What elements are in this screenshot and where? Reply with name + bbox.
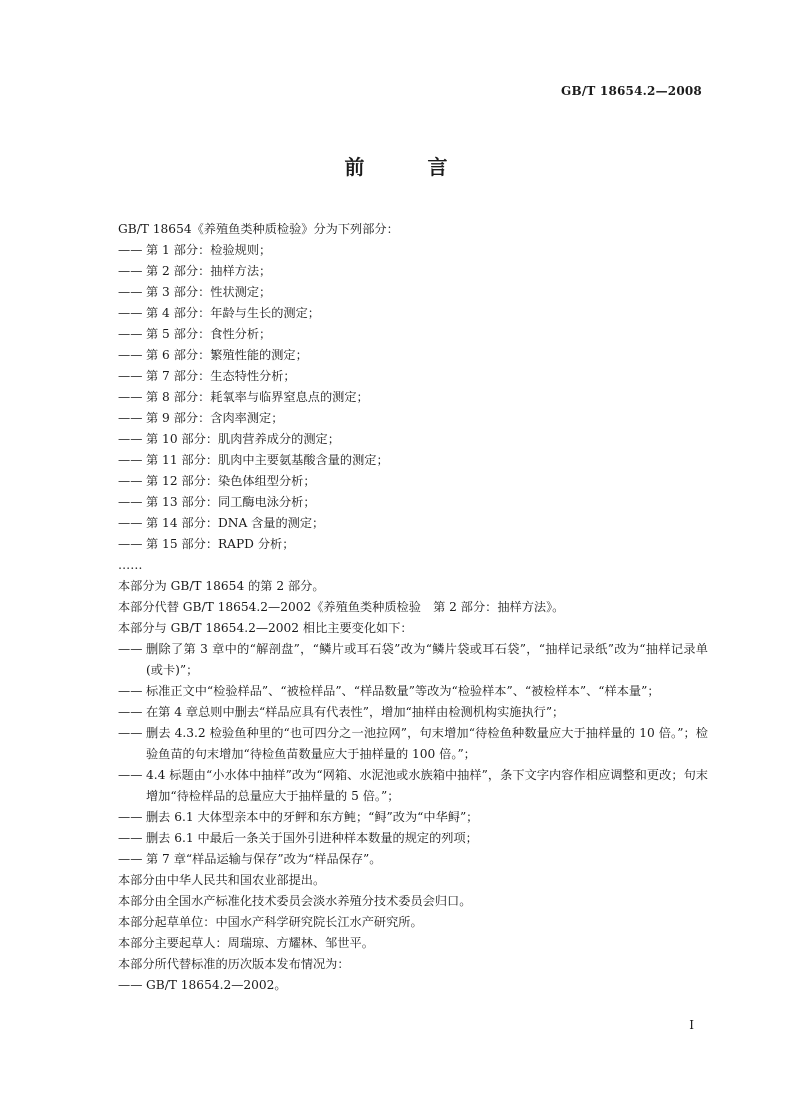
change-item-text: 在第 4 章总则中删去“样品应具有代表性”，增加“抽样由检测机构实施执行”；: [146, 705, 565, 719]
change-item-text: 删除了第 3 章中的“解剖盘”，“鳞片或耳石袋”改为“鳞片袋或耳石袋”，“抽样记录纸”改为“抽样记录单(或卡)”；: [146, 642, 708, 677]
dash-marker: ——: [118, 306, 143, 320]
list-item: [118, 408, 708, 429]
change-item-text: 删去 6.1 中最后一条关于国外引进种样本数量的规定的列项；: [146, 831, 478, 845]
list-item: [118, 387, 708, 408]
list-item-text: 第 7 部分：生态特性分析；: [146, 369, 296, 383]
list-item-text: 第 14 部分：DNA 含量的测定；: [146, 516, 325, 530]
standard-code: GB/T 18654.2—2008: [561, 84, 702, 98]
change-item: [118, 849, 708, 870]
dash-marker: ——: [118, 348, 143, 362]
list-item-text: 第 10 部分：肌肉营养成分的测定；: [146, 432, 340, 446]
change-item-text: 第 7 章“样品运输与保存”改为“样品保存”。: [146, 852, 382, 866]
list-item-text: 第 3 部分：性状测定；: [146, 285, 272, 299]
page-number: I: [689, 1018, 694, 1032]
list-item-text: 第 1 部分：检验规则；: [146, 243, 272, 257]
list-item: [118, 471, 708, 492]
dash-marker: ——: [118, 978, 143, 992]
dash-marker: ——: [118, 474, 143, 488]
list-item: [118, 240, 708, 261]
list-item: [118, 261, 708, 282]
list-item-text: 第 15 部分：RAPD 分析；: [146, 537, 295, 551]
dash-marker: ——: [118, 432, 143, 446]
dash-marker: ——: [118, 369, 143, 383]
list-item: [118, 345, 708, 366]
dash-marker: ——: [118, 852, 143, 866]
paragraph-this-part: 本部分为 GB/T 18654 的第 2 部分。: [118, 579, 325, 593]
dash-marker: ——: [118, 642, 143, 656]
change-item-text: 删去 4.3.2 检验鱼种里的“也可四分之一池拉网”，句末增加“待检鱼种数量应大于抽样量的 10 倍。”；检验鱼苗的句末增加“待检鱼苗数量应大于抽样量的 100 倍。”；: [146, 726, 708, 761]
dash-marker: ——: [118, 831, 143, 845]
dash-marker: ——: [118, 684, 143, 698]
list-item-text: 第 13 部分：同工酶电泳分析；: [146, 495, 316, 509]
dash-marker: ——: [118, 537, 143, 551]
list-item: [118, 366, 708, 387]
list-item: [118, 324, 708, 345]
dash-marker: ——: [118, 516, 143, 530]
change-item-text: 删去 6.1 大体型亲本中的牙鲆和东方鲀；“鲟”改为“中华鲟”；: [146, 810, 479, 824]
dash-marker: ——: [118, 726, 143, 740]
dash-marker: ——: [118, 495, 143, 509]
dash-marker: ——: [118, 768, 143, 782]
list-item: [118, 282, 708, 303]
ellipsis: ……: [118, 558, 143, 572]
dash-marker: ——: [118, 390, 143, 404]
list-item-text: 第 9 部分：含肉率测定；: [146, 411, 284, 425]
change-item: [118, 639, 708, 681]
history-item-text: GB/T 18654.2—2002。: [146, 978, 287, 992]
history-item: [118, 975, 708, 996]
paragraph-administered: 本部分由全国水产标准化技术委员会淡水养殖分技术委员会归口。: [118, 894, 472, 908]
change-item: [118, 807, 708, 828]
dash-marker: ——: [118, 264, 143, 278]
dash-marker: ——: [118, 327, 143, 341]
list-item: [118, 429, 708, 450]
dash-marker: ——: [118, 285, 143, 299]
list-item: [118, 513, 708, 534]
change-item: [118, 702, 708, 723]
change-item: [118, 765, 708, 807]
paragraph-replaces: 本部分代替 GB/T 18654.2—2002《养殖鱼类种质检验 第 2 部分：抽样方法》。: [118, 600, 565, 614]
list-item-text: 第 11 部分：肌肉中主要氨基酸含量的测定；: [146, 453, 389, 467]
dash-marker: ——: [118, 453, 143, 467]
intro-paragraph: GB/T 18654《养殖鱼类种质检验》分为下列部分：: [118, 222, 399, 236]
list-item-text: 第 4 部分：年龄与生长的测定；: [146, 306, 320, 320]
change-item-text: 标准正文中“检验样品”、“被检样品”、“样品数量”等改为“检验样本”、“被检样本”、“样本量”；: [146, 684, 660, 698]
list-item-text: 第 5 部分：食性分析；: [146, 327, 272, 341]
dash-marker: ——: [118, 243, 143, 257]
paragraph-changes-intro: 本部分与 GB/T 18654.2—2002 相比主要变化如下：: [118, 621, 413, 635]
list-item: [118, 450, 708, 471]
change-item: [118, 828, 708, 849]
page-title: 前 言: [344, 155, 476, 179]
foreword-body: [118, 219, 708, 996]
dash-marker: ——: [118, 411, 143, 425]
dash-marker: ——: [118, 810, 143, 824]
list-item-text: 第 6 部分：繁殖性能的测定；: [146, 348, 308, 362]
list-item-text: 第 12 部分：染色体组型分析；: [146, 474, 316, 488]
paragraph-drafting-unit: 本部分起草单位：中国水产科学研究院长江水产研究所。: [118, 915, 423, 929]
change-item: [118, 723, 708, 765]
list-item-text: 第 8 部分：耗氧率与临界窒息点的测定；: [146, 390, 369, 404]
change-item-text: 4.4 标题由“小水体中抽样”改为“网箱、水泥池或水族箱中抽样”，条下文字内容作相应调整和更改；句末增加“待检样品的总量应大于抽样量的 5 倍。”；: [146, 768, 708, 803]
list-item: [118, 303, 708, 324]
list-item-text: 第 2 部分：抽样方法；: [146, 264, 272, 278]
paragraph-history-intro: 本部分所代替标准的历次版本发布情况为：: [118, 957, 350, 971]
dash-marker: ——: [118, 705, 143, 719]
list-item: [118, 492, 708, 513]
paragraph-drafters: 本部分主要起草人：周瑞琼、方耀林、邹世平。: [118, 936, 374, 950]
paragraph-proposed: 本部分由中华人民共和国农业部提出。: [118, 873, 326, 887]
change-item: [118, 681, 708, 702]
list-item: [118, 534, 708, 555]
